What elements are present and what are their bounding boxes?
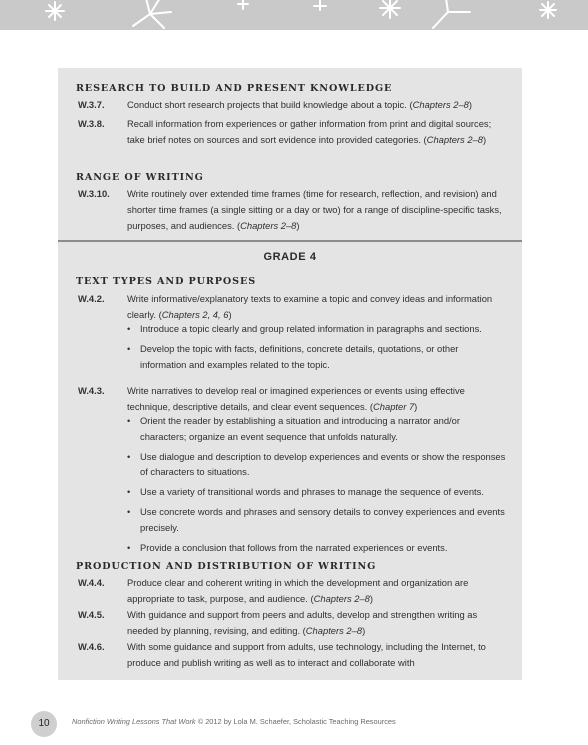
standard-text: With guidance and support from peers and adults, develop and strengthen writing as needed by planning, revising, and editing. — [127, 609, 478, 636]
grade-heading: GRADE 4 — [263, 251, 317, 263]
standard-text: Conduct short research projects that build knowledge about a topic. — [127, 99, 407, 110]
standard-text: Write informative/explanatory texts to examine a topic and convey ideas and information clearly. — [127, 293, 493, 320]
footer-credit — [72, 717, 396, 726]
standard-w43: W.4.3. Write narratives to develop real or imagined experiences or events using effective technique, descriptive details, and clear event sequences. (Chapter 7) — [78, 385, 465, 412]
standard-code: W.3.10. — [78, 188, 110, 199]
list-item: • Orient the reader by establishing a situation and introducing a narrator and/or characters; organize an event sequence that unfolds naturally. — [127, 413, 507, 445]
standard-text: Recall information from experiences or gather information from print and digital sources; take brief notes on sources and sort evidence into provided categories. — [127, 118, 492, 145]
standard-code: W.4.4. — [78, 577, 105, 588]
page-number: 10 — [38, 718, 50, 729]
section-heading-text-types: TEXT TYPES AND PURPOSES — [76, 276, 257, 287]
section-heading-range: RANGE OF WRITING — [76, 172, 204, 183]
chapter-reference: Chapters 2–8 — [305, 624, 363, 636]
standard-text: Produce clear and coherent writing in which the development and organization are appropriate to task, purpose, and audience. — [127, 577, 469, 604]
top-decorative-band — [0, 0, 588, 30]
standard-w42: W.4.2. Write informative/explanatory texts to examine a topic and convey ideas and information clearly. (Chapters 2, 4, 6) — [78, 293, 493, 320]
list-item: • Introduce a topic clearly and group related information in paragraphs and sections. — [127, 321, 507, 337]
standard-code: W.3.7. — [78, 99, 105, 110]
standard-code: W.4.2. — [78, 293, 105, 304]
standard-w44: W.4.4. Produce clear and coherent writing in which the development and organization are appropriate to task, purpose, and audience. (Chapters 2–8) — [78, 577, 469, 604]
list-item: • Provide a conclusion that follows from the narrated experiences or events. — [127, 540, 507, 556]
standard-w310: W.3.10. Write routinely over extended time frames (time for research, reflection, and revision) and shorter time frames (a single sitting or a day or two) for a range of discipline-specific tasks, purposes, and audiences. (Chapters 2–8) — [78, 188, 502, 231]
starburst-icon — [0, 0, 588, 30]
standard-code: W.3.8. — [78, 118, 105, 129]
standard-code: W.4.3. — [78, 385, 105, 396]
chapter-reference: Chapters 2–8 — [426, 133, 483, 145]
list-item: • Use concrete words and phrases and sensory details to convey experiences and events precisely. — [127, 504, 507, 536]
copyright-text: © 2012 by Lola M. Schaefer, Scholastic Teaching Resources — [197, 717, 396, 726]
bullet-list-w42 — [127, 321, 507, 372]
list-item: • Develop the topic with facts, definitions, concrete details, quotations, or other information and examples related to the topic. — [127, 341, 507, 373]
chapter-reference: Chapters 2–8 — [412, 99, 469, 110]
list-item: • Use a variety of transitional words and phrases to manage the sequence of events. — [127, 484, 507, 500]
book-title: Nonfiction Writing Lessons That Work — [72, 717, 196, 726]
grade-divider — [58, 240, 522, 242]
standard-text: Write narratives to develop real or imagined experiences or events using effective technique, descriptive details, and clear event sequences. — [127, 385, 465, 412]
standard-text: With some guidance and support from adults, use technology, including the Internet, to produce and publish writing as well as to interact and collaborate with — [127, 641, 486, 668]
chapter-reference: Chapter 7 — [373, 400, 415, 412]
standard-code: W.4.5. — [78, 609, 105, 620]
section-heading-production: PRODUCTION AND DISTRIBUTION OF WRITING — [76, 561, 377, 572]
standard-w37: W.3.7. Conduct short research projects that build knowledge about a topic. (Chapters 2–8) — [78, 97, 510, 113]
list-item: • Use dialogue and description to develop experiences and events or show the responses of characters to situations. — [127, 449, 507, 481]
chapter-reference: Chapters 2–8 — [313, 592, 370, 604]
bullet-list-w43 — [127, 413, 507, 555]
standard-code: W.4.6. — [78, 641, 105, 652]
chapter-reference: Chapters 2–8 — [240, 219, 297, 231]
standard-w38: W.3.8. Recall information from experiences or gather information from print and digital sources; take brief notes on sources and sort evidence into provided categories. (Chapters 2–8) — [78, 118, 492, 145]
standard-w45: W.4.5. With guidance and support from peers and adults, develop and strengthen writing as needed by planning, revising, and editing. (Chapters 2–8) — [78, 609, 478, 636]
chapter-reference: Chapters 2, 4, 6 — [161, 308, 229, 320]
section-heading-research: RESEARCH TO BUILD AND PRESENT KNOWLEDGE — [76, 83, 393, 94]
standard-w46 — [78, 639, 510, 671]
standard-text: Write routinely over extended time frames (time for research, reflection, and revision) and shorter time frames (a single sitting or a day or two) for a range of discipline-specific tasks, purposes, and audiences. — [127, 188, 502, 231]
